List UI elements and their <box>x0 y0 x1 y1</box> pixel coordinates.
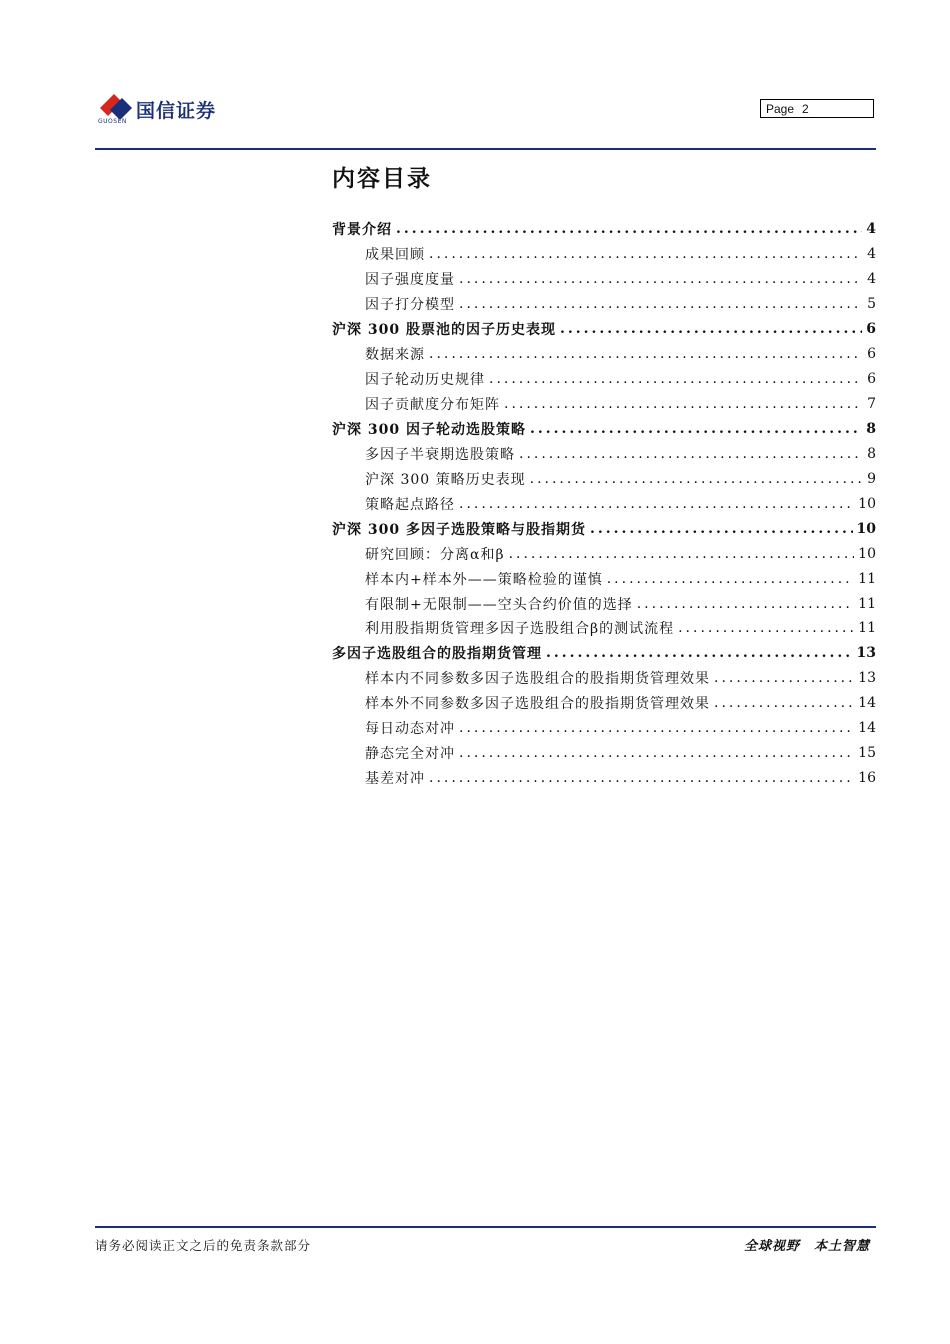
slogan-global-vision: 全球视野 <box>743 1239 800 1254</box>
page-label: Page <box>766 102 795 116</box>
guosen-logo <box>96 90 246 130</box>
toc-entry-page-number: 8 <box>866 420 876 437</box>
toc-dot-leader <box>489 371 862 387</box>
footer-divider <box>95 1226 876 1228</box>
toc-dot-leader <box>429 770 854 786</box>
footer-slogan <box>744 1235 870 1254</box>
toc-subsection-entry[interactable] <box>332 591 876 616</box>
toc-subsection-entry[interactable] <box>332 441 876 466</box>
toc-entry-label: 背景介绍 <box>332 222 392 239</box>
footer-disclaimer: 请务必阅读正文之后的免责条款部分 <box>95 1238 312 1253</box>
toc-entry-page-number: 5 <box>867 296 876 313</box>
toc-subsection-entry[interactable] <box>332 541 876 566</box>
toc-section-entry[interactable] <box>332 317 876 342</box>
toc-section-entry[interactable] <box>332 516 876 541</box>
toc-dot-leader <box>678 620 854 636</box>
toc-entry-label: 因子轮动历史规律 <box>365 372 485 389</box>
toc-entry-page-number: 13 <box>858 670 876 687</box>
toc-entry-label: 每日动态对冲 <box>365 721 455 738</box>
slogan-local-wisdom: 本土智慧 <box>813 1239 870 1254</box>
toc-entry-label: 因子强度度量 <box>365 272 455 289</box>
toc-entry-page-number: 10 <box>858 495 876 512</box>
toc-subsection-entry[interactable] <box>332 267 876 292</box>
toc-entry-label: 多因子半衰期选股策略 <box>365 446 515 463</box>
toc-entry-page-number: 6 <box>866 321 876 338</box>
toc-entry-page-number: 10 <box>856 520 876 537</box>
toc-subsection-entry[interactable] <box>332 367 876 392</box>
toc-section-entry[interactable] <box>332 417 876 442</box>
page-indicator <box>760 99 874 118</box>
toc-subsection-entry[interactable] <box>332 342 876 367</box>
toc-dot-leader <box>459 496 854 512</box>
toc-entry-label: 研究回顾：分离α和β <box>365 546 505 563</box>
toc-entry-page-number: 14 <box>858 695 876 712</box>
toc-entry-page-number: 4 <box>867 271 876 288</box>
logo-english-name: GUOSEN <box>98 118 127 125</box>
toc-entry-page-number: 6 <box>867 371 876 388</box>
toc-subsection-entry[interactable] <box>332 691 876 716</box>
toc-dot-leader <box>504 396 862 412</box>
toc-entry-label: 数据来源 <box>365 347 425 364</box>
header-divider <box>95 148 876 150</box>
toc-entry-page-number: 16 <box>858 770 876 787</box>
toc-entry-page-number: 11 <box>858 595 876 612</box>
toc-dot-leader <box>590 521 853 537</box>
toc-entry-label: 利用股指期货管理多因子选股组合β的测试流程 <box>365 621 675 638</box>
toc-dot-leader <box>546 645 853 661</box>
toc-entry-label: 多因子选股组合的股指期货管理 <box>332 646 542 663</box>
toc-dot-leader <box>714 670 854 686</box>
toc-subsection-entry[interactable] <box>332 491 876 516</box>
toc-dot-leader <box>530 421 862 437</box>
toc-entry-label: 样本外不同参数多因子选股组合的股指期货管理效果 <box>365 696 710 713</box>
toc-entry-label: 策略起点路径 <box>365 496 455 513</box>
toc-entry-page-number: 7 <box>867 396 876 413</box>
toc-entry-label: 样本内+样本外——策略检验的谨慎 <box>365 571 603 588</box>
toc-title: 内容目录 <box>332 166 432 192</box>
toc-subsection-entry[interactable] <box>332 466 876 491</box>
toc-subsection-entry[interactable] <box>332 242 876 267</box>
toc-section-entry[interactable] <box>332 641 876 666</box>
toc-subsection-entry[interactable] <box>332 766 876 791</box>
toc-entry-label: 沪深 300 因子轮动选股策略 <box>332 421 526 438</box>
toc-subsection-entry[interactable] <box>332 716 876 741</box>
toc-dot-leader <box>459 271 862 287</box>
toc-dot-leader <box>519 446 862 462</box>
page-number: 2 <box>802 102 809 116</box>
toc-dot-leader <box>429 346 862 362</box>
toc-dot-leader <box>459 745 854 761</box>
toc-dot-leader <box>396 221 862 237</box>
toc-entry-page-number: 9 <box>867 470 876 487</box>
toc-entry-label: 沪深 300 多因子选股策略与股指期货 <box>332 521 586 538</box>
toc-subsection-entry[interactable] <box>332 666 876 691</box>
toc-entry-page-number: 11 <box>858 570 876 587</box>
toc-entry-page-number: 11 <box>858 620 876 637</box>
toc-entry-page-number: 8 <box>867 445 876 462</box>
toc-entry-label: 静态完全对冲 <box>365 746 455 763</box>
toc-subsection-entry[interactable] <box>332 566 876 591</box>
toc-entry-label: 沪深 300 股票池的因子历史表现 <box>332 322 556 339</box>
toc-entry-page-number: 14 <box>858 720 876 737</box>
toc-subsection-entry[interactable] <box>332 616 876 641</box>
page-header <box>0 0 950 160</box>
toc-subsection-entry[interactable] <box>332 292 876 317</box>
toc-subsection-entry[interactable] <box>332 392 876 417</box>
toc-dot-leader <box>530 471 862 487</box>
toc-entry-label: 有限制+无限制——空头合约价值的选择 <box>365 596 633 613</box>
logo-chinese-name: 国信证券 <box>136 100 217 122</box>
toc-entry-page-number: 10 <box>858 545 876 562</box>
toc-dot-leader <box>560 321 862 337</box>
toc-entry-label: 沪深 300 策略历史表现 <box>365 471 526 488</box>
table-of-contents <box>332 217 876 791</box>
guosen-logo-icon <box>96 90 136 120</box>
toc-dot-leader <box>637 596 854 612</box>
toc-entry-page-number: 15 <box>858 745 876 762</box>
toc-dot-leader <box>459 296 862 312</box>
toc-section-entry[interactable] <box>332 217 876 242</box>
toc-entry-page-number: 13 <box>856 645 876 662</box>
toc-entry-page-number: 6 <box>867 346 876 363</box>
toc-entry-page-number: 4 <box>866 221 876 238</box>
toc-entry-label: 基差对冲 <box>365 771 425 788</box>
toc-dot-leader <box>509 546 855 562</box>
toc-dot-leader <box>714 695 854 711</box>
toc-entry-label: 因子打分模型 <box>365 297 455 314</box>
toc-dot-leader <box>607 571 854 587</box>
toc-subsection-entry[interactable] <box>332 741 876 766</box>
toc-entry-page-number: 4 <box>867 246 876 263</box>
toc-entry-label: 因子贡献度分布矩阵 <box>365 397 500 414</box>
toc-entry-label: 成果回顾 <box>365 247 425 264</box>
toc-entry-label: 样本内不同参数多因子选股组合的股指期货管理效果 <box>365 671 710 688</box>
toc-dot-leader <box>429 246 862 262</box>
toc-dot-leader <box>459 720 854 736</box>
